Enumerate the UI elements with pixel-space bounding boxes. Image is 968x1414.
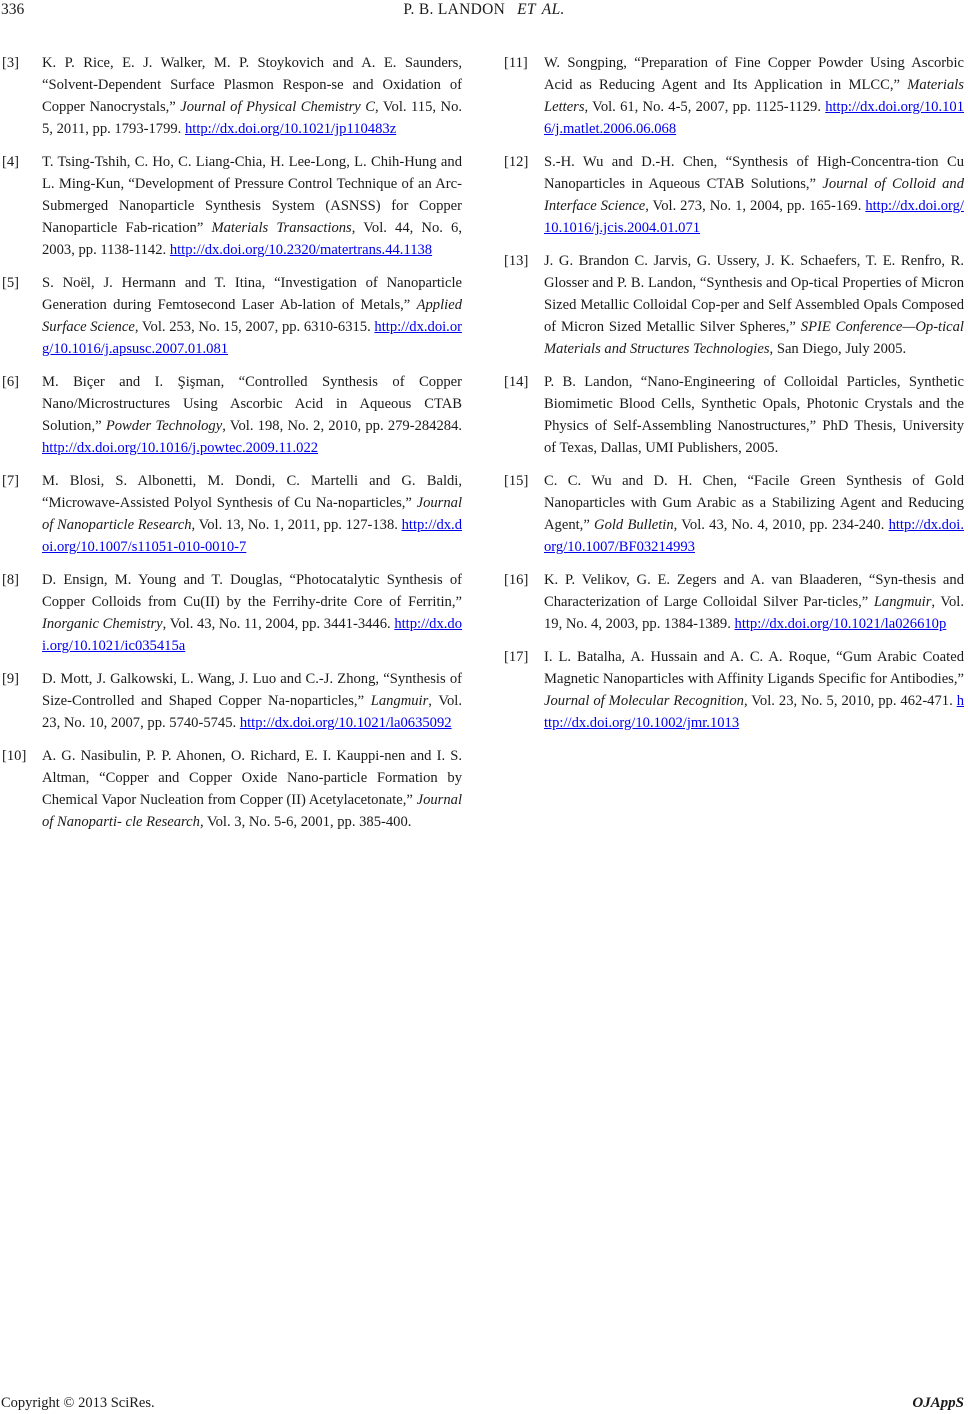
reference-journal: Journal of Colloid and Interface Science [544, 176, 964, 214]
reference-item [2, 272, 462, 360]
reference-journal: Powder Technology [105, 418, 223, 434]
reference-body: S. Noël, J. Hermann and T. Itina, “Investigation of Nanoparticle Generation during Femtosecond Laser Ab-lation of Metals,” [42, 275, 462, 313]
reference-details: , Vol. 43, No. 4, 2010, pp. 234-240. [673, 517, 889, 533]
reference-journal: Journal of Nanoparticle Research [42, 495, 462, 533]
reference-column-left [2, 52, 462, 844]
reference-item [2, 569, 462, 657]
doi-link[interactable]: http://dx.doi.org/10.1016/j.jcis.2004.01.071 [544, 198, 964, 236]
reference-journal: SPIE Conference—Op-tical Materials and Structures Technologies [544, 319, 964, 357]
reference-body: K. P. Rice, E. J. Walker, M. P. Stoykovich and A. E. Saunders, “Solvent-Dependent Surface Plasmon Respon-se and Oxidation of Copper Nanocrystals,” [42, 55, 462, 115]
reference-text [42, 668, 462, 734]
reference-details: , Vol. 198, No. 2, 2010, pp. 279-284284. [222, 418, 463, 434]
reference-number: [13] [504, 253, 529, 269]
reference-journal: Journal of Nanoparti- cle Research [42, 792, 462, 830]
reference-body: K. P. Velikov, G. E. Zegers and A. van Blaaderen, “Syn-thesis and Characterization of Large Colloidal Silver Par-ticles,” [544, 572, 964, 610]
doi-link[interactable]: http://dx.doi.org/10.1007/s11051-010-0010-7 [42, 517, 462, 555]
journal-abbreviation: OJAppS [912, 1395, 964, 1411]
reference-number: [9] [2, 671, 20, 687]
reference-details: , Vol. 273, No. 1, 2004, pp. 165-169. [645, 198, 866, 214]
reference-item [504, 52, 964, 140]
reference-journal: Applied Surface Science [42, 297, 462, 335]
reference-text [544, 470, 964, 558]
running-head-author: P. B. LANDON [403, 1, 506, 18]
reference-details: , Vol. 115, No. 5, 2011, pp. 1793-1799. [42, 99, 463, 137]
reference-details: , San Diego, July 2005. [769, 341, 907, 357]
reference-number: [6] [2, 374, 20, 390]
reference-number: [14] [504, 374, 529, 390]
reference-body: T. Tsing-Tshih, C. Ho, C. Liang-Chia, H. Lee-Long, L. Chih-Hung and L. Ming-Kun, “Development of Pressure Control Technique of an Arc-Submerged Nanoparticle Synthesis System (ASNSS) for Copper Nanoparticle Fab-rication” [42, 154, 462, 236]
reference-body: W. Songping, “Preparation of Fine Copper Powder Using Ascorbic Acid as Reducing Agent and Its Application in MLCC,” [544, 55, 964, 93]
doi-link[interactable]: http://dx.doi.org/10.1021/la0635092 [239, 715, 452, 731]
reference-item [504, 569, 964, 635]
reference-body: M. Blosi, S. Albonetti, M. Dondi, C. Martelli and G. Baldi, “Microwave-Assisted Polyol Synthesis of Cu Na-noparticles,” [42, 473, 462, 511]
reference-text [42, 745, 462, 833]
page-number: 336 [1, 1, 25, 18]
reference-text [544, 371, 964, 459]
reference-text [544, 52, 964, 140]
reference-item [504, 250, 964, 360]
reference-journal: Journal of Molecular Recognition [544, 693, 744, 709]
reference-number: [8] [2, 572, 20, 588]
reference-number: [10] [2, 748, 27, 764]
reference-number: [4] [2, 154, 20, 170]
reference-details: , Vol. 23, No. 10, 2007, pp. 5740-5745. [42, 693, 462, 731]
reference-body: M. Biçer and I. Şişman, “Controlled Synthesis of Copper Nano/Microstructures Using Ascorbic Acid in Aqueous CTAB Solution,” [42, 374, 462, 434]
reference-number: [3] [2, 55, 20, 71]
reference-journal: Langmuir [370, 693, 429, 709]
reference-number: [5] [2, 275, 20, 291]
reference-item [2, 668, 462, 734]
reference-number: [15] [504, 473, 529, 489]
reference-number: [12] [504, 154, 529, 170]
doi-link[interactable]: http://dx.doi.org/10.1016/j.powtec.2009.11.022 [42, 440, 319, 456]
reference-details: , Vol. 3, No. 5-6, 2001, pp. 385-400. [199, 814, 412, 830]
reference-item [2, 470, 462, 558]
copyright-notice: Copyright © 2013 SciRes. [1, 1395, 155, 1411]
page-header [0, 0, 968, 26]
reference-journal: Inorganic Chemistry [42, 616, 163, 632]
reference-body: J. G. Brandon C. Jarvis, G. Ussery, J. K. Schaefers, T. E. Renfro, R. Glosser and P. B. Landon, “Synthesis and Op-tical Properties of Micron Sized Metallic Colloidal Cop-per and Self Assembled Opals Composed of Micron Sized Metallic Silver Spheres,” [544, 253, 964, 335]
doi-link[interactable]: http://dx.doi.org/10.1007/BF03214993 [544, 517, 964, 555]
doi-link[interactable]: http://dx.doi.org/10.1021/la026610p [734, 616, 947, 632]
page-footer [0, 1393, 968, 1413]
doi-link[interactable]: http://dx.doi.org/10.1016/j.apsusc.2007.01.081 [42, 319, 462, 357]
reference-body: I. L. Batalha, A. Hussain and A. C. A. Roque, “Gum Arabic Coated Magnetic Nanoparticles with Affinity Ligands Specific for Antibodies,” [544, 649, 964, 687]
running-head-et: ET [517, 1, 536, 18]
reference-journal: Journal of Physical Chemistry C [180, 99, 375, 115]
reference-body: D. Ensign, M. Young and T. Douglas, “Photocatalytic Synthesis of Copper Colloids from Cu(II) by the Ferrihy-drite Core of Ferritin,” [42, 572, 462, 610]
reference-body: A. G. Nasibulin, P. P. Ahonen, O. Richard, E. I. Kauppi-nen and I. S. Altman, “Copper and Copper Oxide Nano-particle Formation by Chemical Vapor Nucleation from Copper (II) Acetylacetonate,” [42, 748, 462, 808]
reference-details: , Vol. 19, No. 4, 2003, pp. 1384-1389. [544, 594, 964, 632]
reference-number: [11] [504, 55, 528, 71]
reference-journal: Materials Letters [544, 77, 964, 115]
reference-details: , Vol. 61, No. 4-5, 2007, pp. 1125-1129. [584, 99, 826, 115]
reference-text [42, 371, 462, 459]
reference-journal: Gold Bulletin [594, 517, 674, 533]
reference-text [544, 646, 964, 734]
reference-text [544, 569, 964, 635]
reference-body: P. B. Landon, “Nano-Engineering of Colloidal Particles, Synthetic Biomimetic Blood Cells, Synthetic Opals, Photonic Crystals and the Physics of Self-Assembling Nanostructures,” PhD Thesis, University of Texas, Dallas, UMI Publishers, 2005. [544, 374, 964, 456]
reference-text [42, 151, 462, 261]
reference-body: S.-H. Wu and D.-H. Chen, “Synthesis of High-Concentra-tion Cu Nanoparticles in Aqueous CTAB Solutions,” [544, 154, 964, 192]
reference-details: , Vol. 253, No. 15, 2007, pp. 6310-6315. [134, 319, 375, 335]
reference-text [42, 52, 462, 140]
reference-text [544, 151, 964, 239]
reference-body: D. Mott, J. Galkowski, L. Wang, J. Luo and C.-J. Zhong, “Synthesis of Size-Controlled and Shaped Copper Na-noparticles,” [42, 671, 462, 709]
doi-link[interactable]: http://dx.doi.org/10.1021/ic035415a [42, 616, 463, 654]
running-head-al: AL. [541, 1, 565, 18]
reference-number: [16] [504, 572, 529, 588]
reference-details: , Vol. 43, No. 11, 2004, pp. 3441-3446. [162, 616, 395, 632]
reference-item [504, 646, 964, 734]
reference-text [42, 569, 462, 657]
reference-text [544, 250, 964, 360]
doi-link[interactable]: http://dx.doi.org/10.2320/matertrans.44.1138 [169, 242, 433, 258]
reference-details: , Vol. 13, No. 1, 2011, pp. 127-138. [191, 517, 402, 533]
reference-journal: Langmuir [873, 594, 932, 610]
reference-details: , Vol. 23, No. 5, 2010, pp. 462-471. [743, 693, 957, 709]
doi-link[interactable]: http://dx.doi.org/10.1021/jp110483z [184, 121, 397, 137]
reference-column-right [504, 52, 964, 745]
reference-item [504, 371, 964, 459]
reference-number: [17] [504, 649, 529, 665]
reference-item [504, 470, 964, 558]
reference-item [2, 52, 462, 140]
reference-item [2, 371, 462, 459]
reference-body: C. C. Wu and D. H. Chen, “Facile Green Synthesis of Gold Nanoparticles with Gum Arabic as a Stabilizing Agent and Reducing Agent,” [544, 473, 964, 533]
reference-text [42, 470, 462, 558]
reference-details: , Vol. 44, No. 6, 2003, pp. 1138-1142. [42, 220, 462, 258]
reference-item [504, 151, 964, 239]
reference-item [2, 151, 462, 261]
reference-journal: Materials Transactions [211, 220, 352, 236]
doi-link[interactable]: http://dx.doi.org/10.1002/jmr.1013 [544, 693, 964, 731]
running-head [0, 0, 968, 20]
reference-item [2, 745, 462, 833]
reference-text [42, 272, 462, 360]
reference-number: [7] [2, 473, 20, 489]
doi-link[interactable]: http://dx.doi.org/10.1016/j.matlet.2006.06.068 [544, 99, 964, 137]
